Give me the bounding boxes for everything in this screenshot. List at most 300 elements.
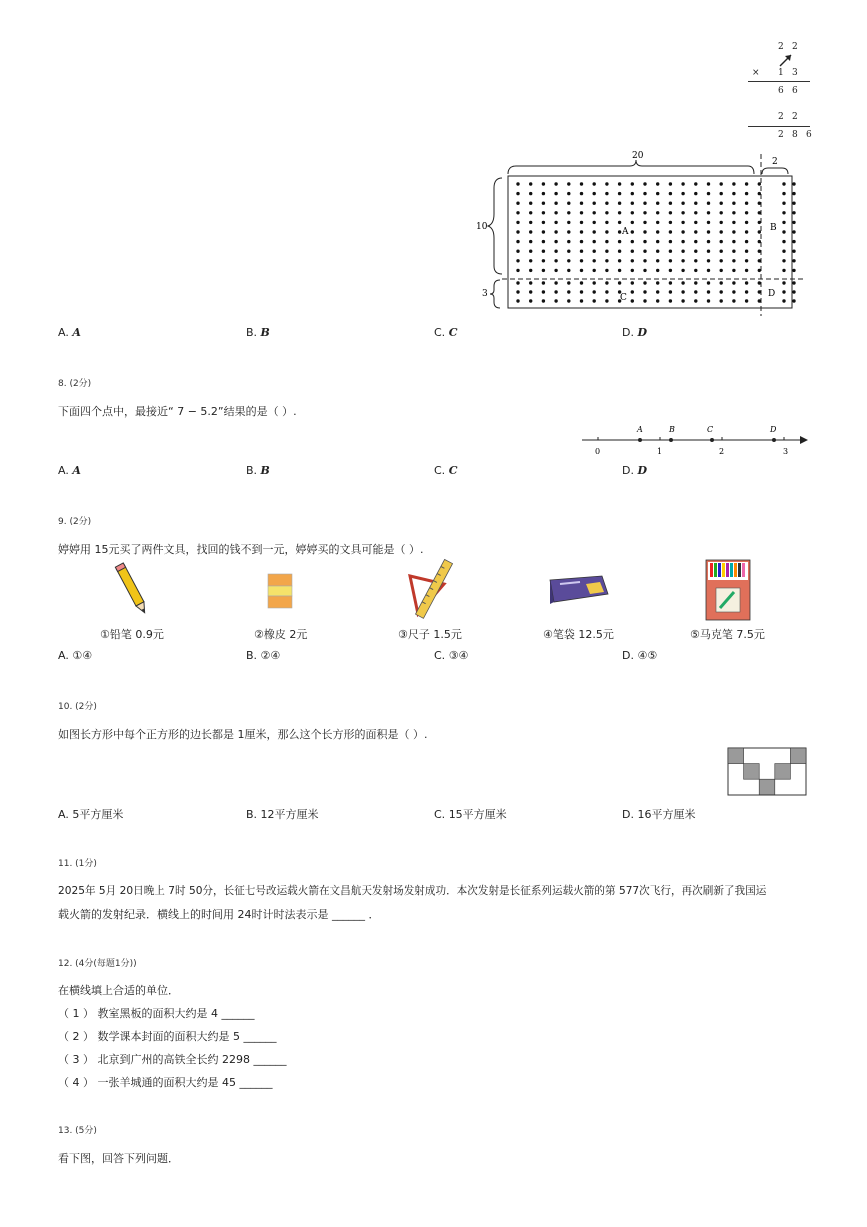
number-line <box>580 420 808 462</box>
grid-dot <box>516 211 519 214</box>
q9-header: 9. (2分) <box>58 517 92 527</box>
grid-dot <box>707 240 710 243</box>
q13-stem: 看下图，回答下列问题． <box>58 1152 179 1165</box>
nl-tick-0: 0 <box>595 447 601 456</box>
grid-dot <box>529 290 532 293</box>
grid-dot <box>792 202 795 205</box>
grid-dot <box>669 230 672 233</box>
grid-dot <box>631 269 634 272</box>
nl-tick-1: 1 <box>657 447 663 456</box>
grid-dot <box>542 250 545 253</box>
grid-dot <box>732 230 735 233</box>
grid-dot <box>554 230 557 233</box>
grid-dot <box>732 240 735 243</box>
q11-stem-line2: 载火箭的发射纪录．横线上的时间用 24时计时法表示是 ______ ． <box>58 908 380 921</box>
grid-dot <box>669 202 672 205</box>
grid-dot <box>745 230 748 233</box>
grid-dot <box>618 182 621 185</box>
q12-item-3[interactable]: （ 3 ） 北京到广州的高铁全长约 2298 ______ <box>58 1053 287 1066</box>
grid-dot <box>580 240 583 243</box>
grid-dot <box>593 192 596 195</box>
grid-dot <box>720 182 723 185</box>
mult-row1-d1: 2 <box>778 42 784 52</box>
grid-dot <box>529 250 532 253</box>
q10-option-d[interactable]: D. 16平方厘米 <box>622 808 696 821</box>
grid-dot <box>542 211 545 214</box>
grid-dot <box>554 290 557 293</box>
grid-dot <box>745 211 748 214</box>
q7-option-c[interactable]: C. C <box>434 326 458 339</box>
grid-dot <box>593 299 596 302</box>
grid-dot <box>669 240 672 243</box>
nl-label-b: B <box>669 425 675 434</box>
grid-dot <box>792 192 795 195</box>
grid-dot <box>681 299 684 302</box>
grid-dot <box>516 290 519 293</box>
grid-dot <box>516 269 519 272</box>
grid-dot <box>656 221 659 224</box>
grid-dot <box>732 269 735 272</box>
grid-point-c: C <box>620 293 627 303</box>
grid-dot <box>643 269 646 272</box>
grid-dot <box>554 269 557 272</box>
q8-option-d[interactable]: D. D <box>622 464 648 477</box>
grid-dot <box>554 259 557 262</box>
grid-dot <box>567 240 570 243</box>
grid-dot <box>516 230 519 233</box>
marker-box-icon <box>704 558 752 622</box>
grid-dot <box>782 299 785 302</box>
grid-dot <box>618 259 621 262</box>
eraser-icon <box>264 570 296 610</box>
grid-dot <box>707 202 710 205</box>
arrow-icon <box>778 52 794 68</box>
grid-dot <box>529 259 532 262</box>
grid-dot <box>745 259 748 262</box>
grid-dot <box>758 240 761 243</box>
grid-dot <box>605 182 608 185</box>
grid-dot <box>643 259 646 262</box>
mult-line-1 <box>748 81 810 82</box>
mult-row4-d1: 2 <box>778 112 784 122</box>
grid-dot <box>656 182 659 185</box>
mult-sign: × <box>752 68 760 78</box>
grid-dot <box>707 290 710 293</box>
grid-dot <box>593 230 596 233</box>
grid-dot <box>669 299 672 302</box>
grid-dot <box>567 290 570 293</box>
mult-row5-d2: 8 <box>792 130 798 140</box>
grid-dot <box>567 281 570 284</box>
rectangle-squares-figure <box>727 747 807 797</box>
grid-dot <box>618 221 621 224</box>
grid-dot <box>720 211 723 214</box>
mult-row2-d2: 3 <box>792 68 798 78</box>
item-eraser-label: ②橡皮 2元 <box>254 628 308 641</box>
grid-dot <box>643 250 646 253</box>
grid-dot <box>792 290 795 293</box>
grid-dot <box>567 192 570 195</box>
grid-dot <box>618 240 621 243</box>
grid-dot <box>745 182 748 185</box>
grid-dot <box>707 211 710 214</box>
grid-dot <box>593 269 596 272</box>
grid-dot <box>782 202 785 205</box>
mult-row5-d3: 6 <box>806 130 812 140</box>
grid-dot <box>529 240 532 243</box>
grid-dot <box>643 240 646 243</box>
nl-label-d: D <box>770 425 777 434</box>
grid-dot <box>631 211 634 214</box>
grid-dot <box>681 192 684 195</box>
grid-dot <box>542 240 545 243</box>
nl-point-c <box>710 438 714 442</box>
grid-dot <box>605 230 608 233</box>
grid-dot <box>618 250 621 253</box>
item-ruler-label: ③尺子 1.5元 <box>398 628 462 641</box>
grid-dot <box>694 290 697 293</box>
grid-dot <box>554 221 557 224</box>
grid-dot <box>720 221 723 224</box>
grid-dot <box>580 290 583 293</box>
q10-option-c[interactable]: C. 15平方厘米 <box>434 808 507 821</box>
pencil-icon <box>112 560 152 620</box>
grid-dot <box>732 202 735 205</box>
grid-point-b: B <box>770 223 777 233</box>
grid-dot <box>681 250 684 253</box>
grid-dot <box>758 192 761 195</box>
grid-dot <box>593 221 596 224</box>
item-pencil-label: ①铅笔 0.9元 <box>100 628 164 641</box>
grid-label-10: 10 <box>476 222 488 232</box>
item-pencil-case-label: ④笔袋 12.5元 <box>543 628 614 641</box>
grid-dot <box>631 182 634 185</box>
grid-dot <box>529 202 532 205</box>
mult-line-2 <box>748 126 810 127</box>
grid-dot <box>554 281 557 284</box>
grid-dot <box>554 299 557 302</box>
mult-row3-d1: 6 <box>778 86 784 96</box>
grid-dot <box>732 259 735 262</box>
grid-dot <box>782 250 785 253</box>
grid-dot <box>516 259 519 262</box>
q11-stem-line1: 2025年 5月 20日晚上 7时 50分，长征七号改运载火箭在文昌航天发射场发射成功．本次发射是长征系列运载火箭的第 577次飞行，再次刷新了我国运 <box>58 885 767 897</box>
grid-dot <box>580 281 583 284</box>
grid-dot <box>618 281 621 284</box>
grid-dot <box>782 281 785 284</box>
grid-dot <box>694 299 697 302</box>
grid-dot <box>605 250 608 253</box>
q9-option-a[interactable]: A. ①④ <box>58 649 93 662</box>
grid-dot <box>792 299 795 302</box>
grid-dot <box>567 202 570 205</box>
q7-option-a[interactable]: A. A <box>58 326 81 339</box>
grid-dot <box>631 202 634 205</box>
grid-dot <box>758 221 761 224</box>
q12-header: 12. (4分(每题1分)) <box>58 959 137 969</box>
grid-dot <box>745 192 748 195</box>
grid-dot <box>669 269 672 272</box>
grid-dot <box>669 281 672 284</box>
q8-option-b[interactable]: B. B <box>246 464 270 477</box>
grid-dot <box>593 281 596 284</box>
grid-dot <box>656 202 659 205</box>
grid-dot <box>554 182 557 185</box>
grid-dot <box>758 281 761 284</box>
grid-dot <box>707 269 710 272</box>
grid-dot <box>631 230 634 233</box>
grid-dot <box>758 259 761 262</box>
q7-option-b[interactable]: B. B <box>246 326 270 339</box>
q9-option-b[interactable]: B. ②④ <box>246 649 281 662</box>
grid-dot <box>745 221 748 224</box>
grid-dot <box>681 259 684 262</box>
nl-tick-2: 2 <box>719 447 725 456</box>
grid-dot <box>643 221 646 224</box>
grid-dot <box>554 202 557 205</box>
grid-dot <box>720 192 723 195</box>
grid-dots <box>516 182 795 302</box>
q8-stem: 下面四个点中，最接近“ 7 − 5.2”结果的是（ ）. <box>58 405 297 418</box>
grid-dot <box>782 269 785 272</box>
grid-dot <box>681 240 684 243</box>
nl-point-d <box>772 438 776 442</box>
grid-dot <box>707 221 710 224</box>
grid-dot <box>580 202 583 205</box>
grid-dot <box>694 281 697 284</box>
grid-dot <box>732 211 735 214</box>
grid-dot <box>782 240 785 243</box>
q12-item-1[interactable]: （ 1 ） 教室黑板的面积大约是 4 ______ <box>58 1007 255 1020</box>
q12-item-4[interactable]: （ 4 ） 一张羊城通的面积大约是 45 ______ <box>58 1076 273 1089</box>
q10-header: 10. (2分) <box>58 702 97 712</box>
grid-dot <box>593 202 596 205</box>
grid-dot <box>745 281 748 284</box>
grid-dot <box>529 211 532 214</box>
q7-option-d[interactable]: D. D <box>622 326 648 339</box>
grid-dot <box>669 290 672 293</box>
grid-dot <box>681 230 684 233</box>
grid-dot <box>605 299 608 302</box>
grid-dot <box>542 230 545 233</box>
grid-dot <box>732 281 735 284</box>
grid-dot <box>782 211 785 214</box>
grid-dot <box>745 299 748 302</box>
grid-dot <box>656 281 659 284</box>
q8-option-a[interactable]: A. A <box>58 464 81 477</box>
grid-dot <box>529 281 532 284</box>
grid-dot <box>792 221 795 224</box>
grid-dot <box>529 299 532 302</box>
grid-dot <box>758 299 761 302</box>
grid-dot <box>542 259 545 262</box>
grid-dot <box>782 290 785 293</box>
q10-option-b[interactable]: B. 12平方厘米 <box>246 808 319 821</box>
grid-dot <box>593 290 596 293</box>
grid-dot <box>554 192 557 195</box>
grid-dot <box>792 269 795 272</box>
grid-dot <box>605 192 608 195</box>
q9-stem: 婷婷用 15元买了两件文具，找回的钱不到一元，婷婷买的文具可能是（ ）. <box>58 543 424 556</box>
grid-dot <box>643 299 646 302</box>
grid-dot <box>580 211 583 214</box>
grid-dot <box>656 290 659 293</box>
q9-option-c[interactable]: C. ③④ <box>434 649 469 662</box>
q8-header: 8. (2分) <box>58 379 92 389</box>
grid-dot <box>745 290 748 293</box>
grid-dot <box>542 221 545 224</box>
grid-dot <box>694 250 697 253</box>
grid-dot <box>618 269 621 272</box>
nl-point-b <box>669 438 673 442</box>
grid-dot <box>542 182 545 185</box>
grid-dot <box>720 259 723 262</box>
grid-dot <box>605 290 608 293</box>
mult-row1-d2: 2 <box>792 42 798 52</box>
grid-dot <box>792 211 795 214</box>
grid-dot <box>720 240 723 243</box>
q8-option-c[interactable]: C. C <box>434 464 458 477</box>
grid-dot <box>792 281 795 284</box>
grid-dot <box>529 221 532 224</box>
grid-dot <box>792 230 795 233</box>
grid-dot <box>618 192 621 195</box>
grid-dot <box>542 290 545 293</box>
grid-dot <box>516 281 519 284</box>
grid-dot <box>656 269 659 272</box>
grid-dot <box>516 202 519 205</box>
grid-dot <box>631 221 634 224</box>
grid-dot <box>567 259 570 262</box>
grid-dot <box>580 182 583 185</box>
grid-dot <box>681 290 684 293</box>
grid-dot <box>732 192 735 195</box>
grid-dot <box>656 259 659 262</box>
grid-dot <box>720 299 723 302</box>
grid-dot <box>669 250 672 253</box>
q9-option-d[interactable]: D. ④⑤ <box>622 649 658 662</box>
grid-dot <box>782 182 785 185</box>
grid-dot <box>542 192 545 195</box>
grid-dot <box>656 299 659 302</box>
grid-dot <box>707 281 710 284</box>
grid-dot <box>542 269 545 272</box>
grid-dot <box>542 202 545 205</box>
grid-dot <box>758 290 761 293</box>
grid-dot <box>732 182 735 185</box>
grid-dot <box>643 290 646 293</box>
grid-dot <box>618 230 621 233</box>
q10-stem: 如图长方形中每个正方形的边长都是 1厘米，那么这个长方形的面积是（ ）. <box>58 728 428 741</box>
grid-dot <box>707 192 710 195</box>
grid-dot <box>681 281 684 284</box>
grid-dot <box>758 269 761 272</box>
grid-dot <box>605 221 608 224</box>
grid-dot <box>643 182 646 185</box>
q12-item-2[interactable]: （ 2 ） 数学课本封面的面积大约是 5 ______ <box>58 1030 277 1043</box>
nl-label-c: C <box>707 425 714 434</box>
grid-dot <box>554 240 557 243</box>
grid-dot <box>618 211 621 214</box>
grid-dot <box>516 221 519 224</box>
grid-dot <box>529 269 532 272</box>
grid-dot <box>732 290 735 293</box>
grid-dot <box>745 202 748 205</box>
grid-dot <box>707 230 710 233</box>
grid-dot <box>656 240 659 243</box>
grid-dot <box>529 230 532 233</box>
grid-dot <box>694 182 697 185</box>
grid-dot <box>792 182 795 185</box>
grid-point-d: D <box>768 289 776 299</box>
grid-dot <box>745 240 748 243</box>
grid-dot <box>605 269 608 272</box>
grid-dot <box>567 299 570 302</box>
grid-dot <box>580 259 583 262</box>
grid-dot <box>580 250 583 253</box>
grid-dot <box>694 230 697 233</box>
grid-dot <box>782 259 785 262</box>
grid-dot <box>631 192 634 195</box>
grid-dot <box>732 221 735 224</box>
grid-dot <box>580 269 583 272</box>
grid-dot <box>631 290 634 293</box>
grid-dot <box>758 202 761 205</box>
grid-dot <box>656 192 659 195</box>
grid-dot <box>694 221 697 224</box>
nl-tick-3: 3 <box>783 447 789 456</box>
grid-dot <box>758 182 761 185</box>
mult-row5-d1: 2 <box>778 130 784 140</box>
mult-row4-d2: 2 <box>792 112 798 122</box>
grid-dot <box>580 230 583 233</box>
grid-dot <box>567 250 570 253</box>
grid-dot <box>516 250 519 253</box>
grid-dot <box>554 250 557 253</box>
mult-row2-d1: 1 <box>778 68 784 78</box>
grid-dot <box>707 250 710 253</box>
ruler-icon <box>404 556 454 622</box>
grid-dot <box>631 250 634 253</box>
grid-dot <box>516 182 519 185</box>
grid-dot <box>707 299 710 302</box>
q10-option-a[interactable]: A. 5平方厘米 <box>58 808 124 821</box>
grid-dot <box>669 182 672 185</box>
grid-dot <box>593 182 596 185</box>
grid-dot <box>681 221 684 224</box>
grid-dot <box>732 250 735 253</box>
grid-dot <box>605 259 608 262</box>
grid-dot <box>618 202 621 205</box>
grid-dot <box>542 299 545 302</box>
nl-point-a <box>638 438 642 442</box>
grid-dot <box>758 211 761 214</box>
grid-dot <box>782 221 785 224</box>
grid-dot <box>720 202 723 205</box>
grid-dot <box>669 211 672 214</box>
grid-dot <box>720 269 723 272</box>
grid-dot <box>631 281 634 284</box>
q11-header: 11. (1分) <box>58 859 97 869</box>
grid-dot <box>720 250 723 253</box>
grid-dot <box>593 259 596 262</box>
mult-row3-d2: 6 <box>792 86 798 96</box>
grid-dot <box>720 281 723 284</box>
grid-dot <box>720 290 723 293</box>
grid-dot <box>694 202 697 205</box>
grid-dot <box>643 230 646 233</box>
grid-dot <box>656 230 659 233</box>
